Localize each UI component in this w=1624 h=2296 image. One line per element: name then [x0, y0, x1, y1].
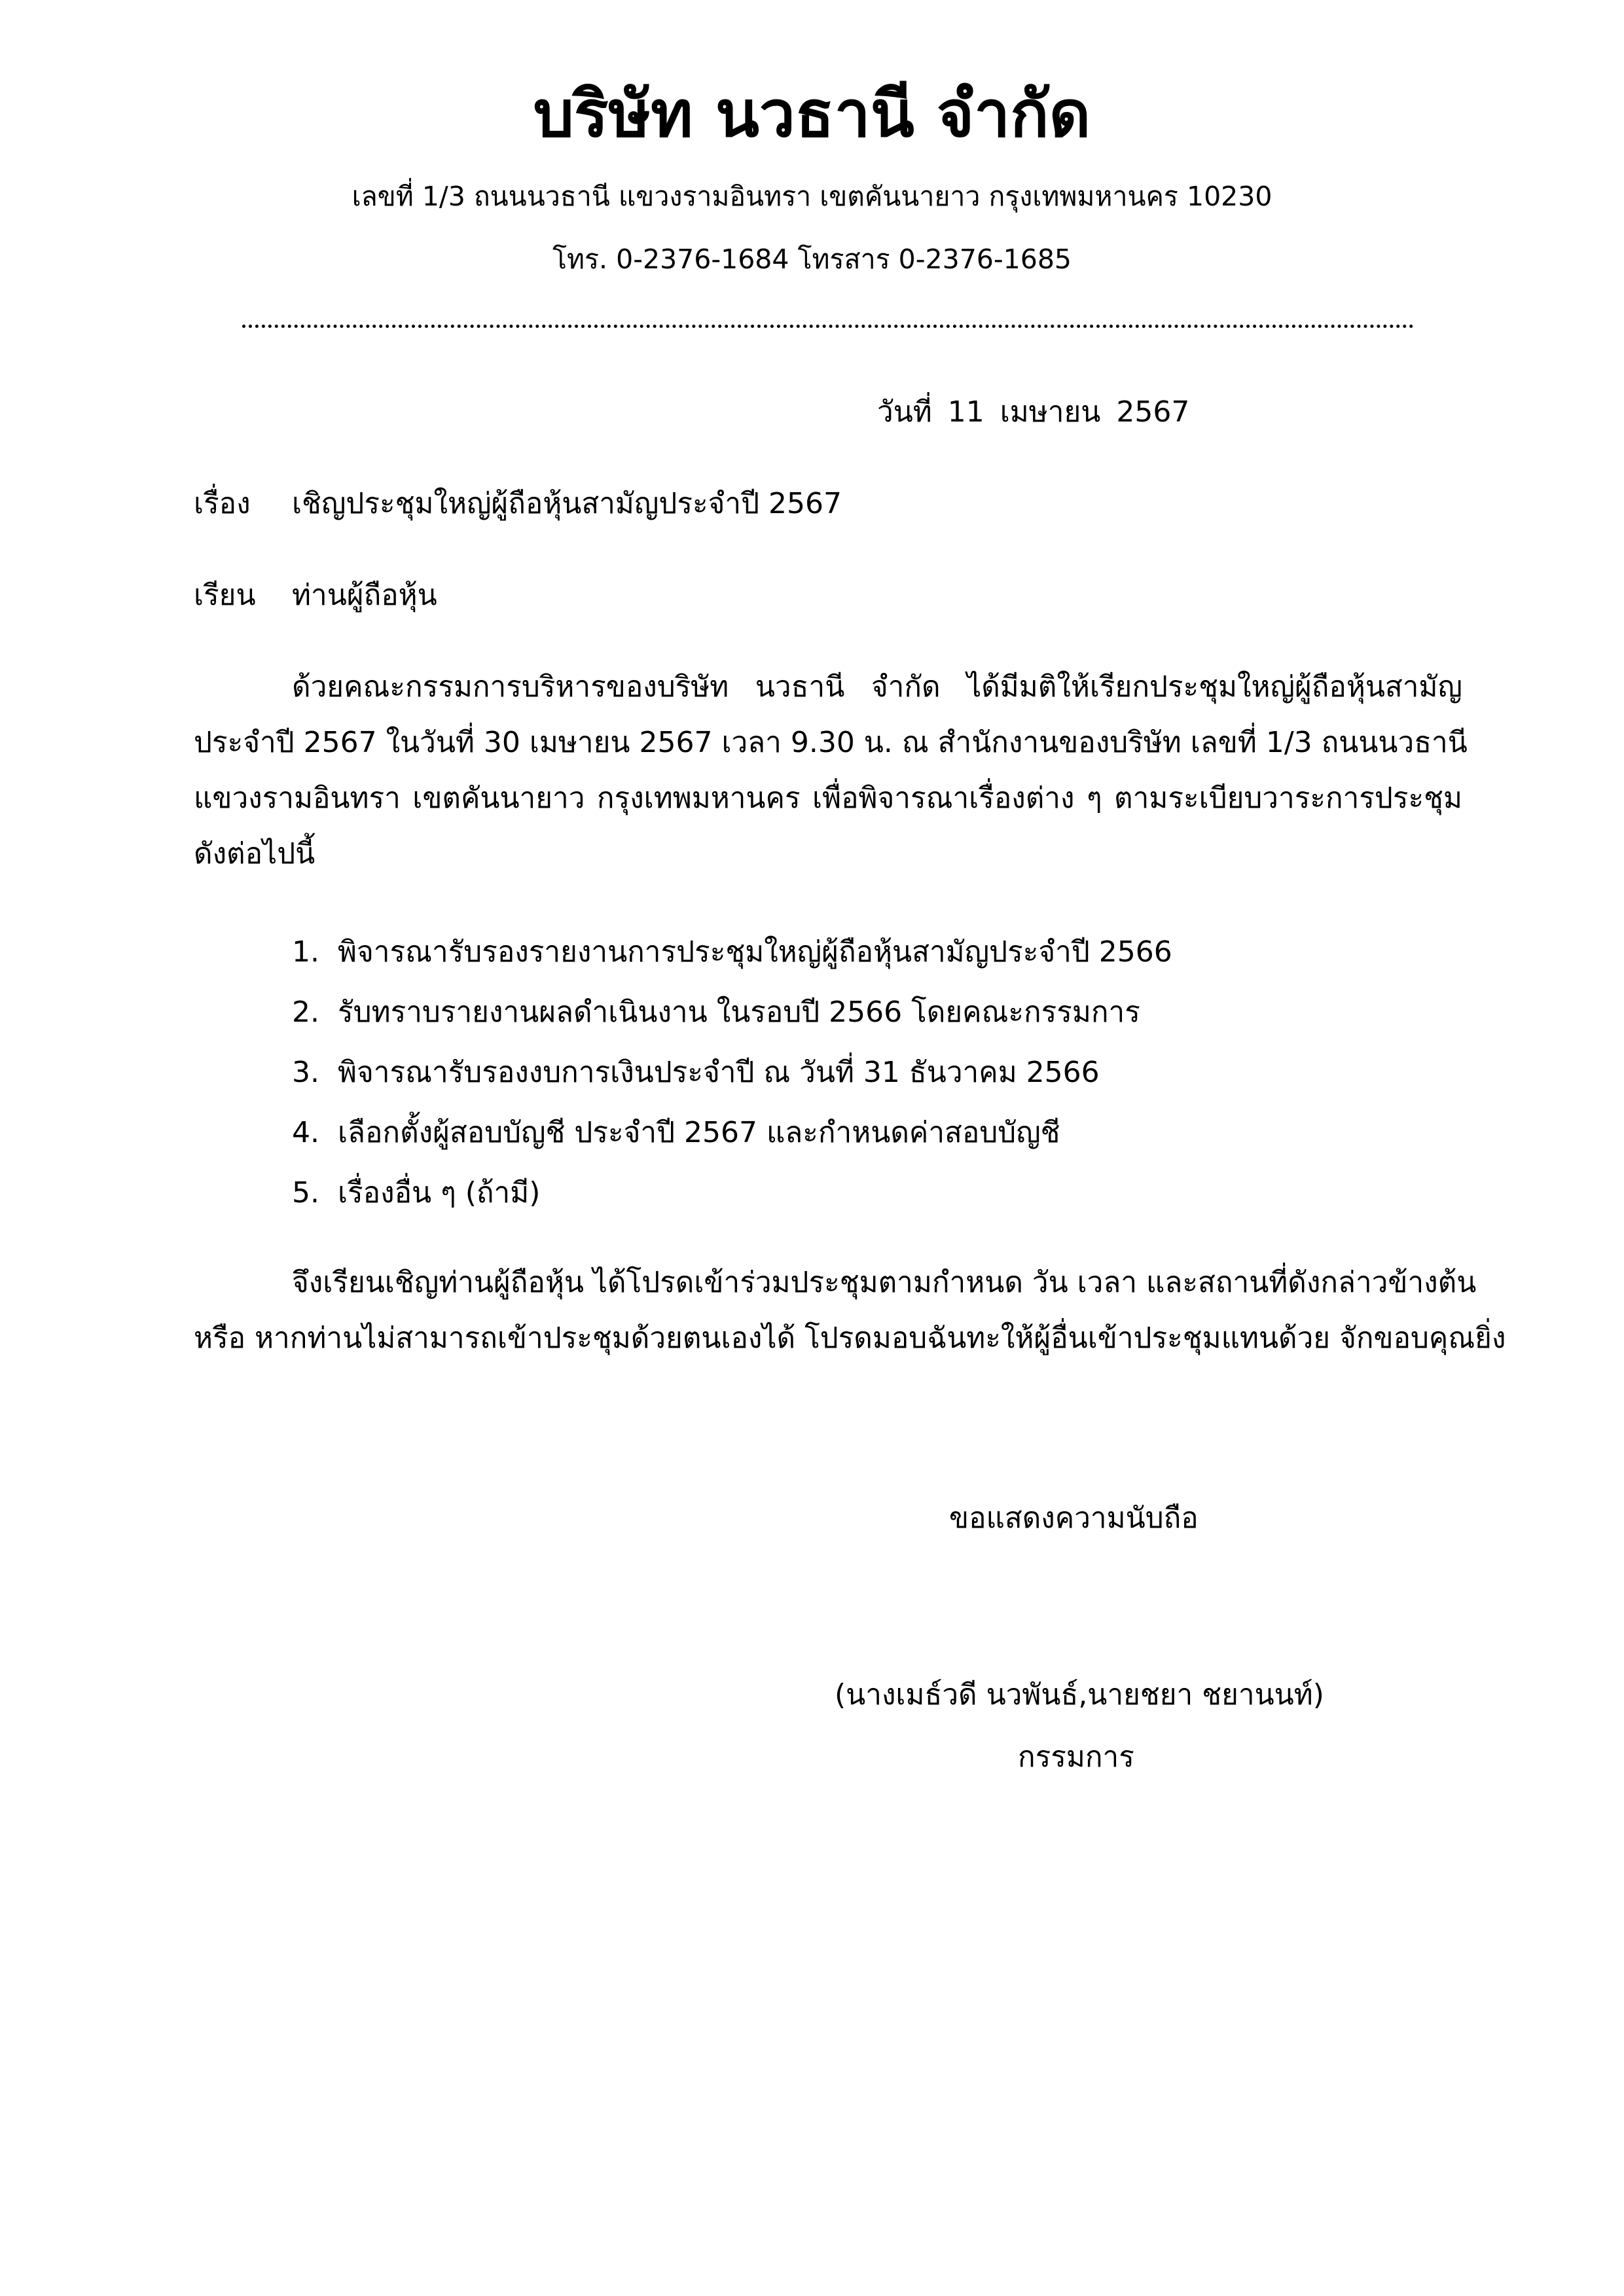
body-line: แขวงรามอินทรา เขตคันนายาว กรุงเทพมหานคร เพื่อพิจารณาเรื่องต่าง ๆ ตามระเบียบวาระการประชุม: [194, 781, 1462, 815]
body-line: ด้วยคณะกรรมการบริหารของบริษัท นวธานี จำกัด ได้มีมติให้เรียกประชุมใหญ่ผู้ถือหุ้นสามัญ: [292, 670, 1462, 704]
agenda-item: [292, 1110, 1060, 1156]
company-address: เลขที่ 1/3 ถนนนวธานี แขวงรามอินทรา เขตคันนายาว กรุงเทพมหานคร 10230: [352, 181, 1272, 212]
agenda-item: [292, 929, 1172, 975]
agenda-text: เรื่องอื่น ๆ (ถ้ามี): [338, 1176, 541, 1210]
agenda-number: 2.: [292, 996, 319, 1029]
agenda-number: 1.: [292, 935, 319, 969]
body-line: ดังต่อไปนี้: [194, 837, 316, 870]
agenda-text: เลือกตั้งผู้สอบบัญชี ประจำปี 2567 และกำหนดค่าสอบบัญชี: [338, 1116, 1060, 1149]
company-phone: โทร. 0-2376-1684 โทรสาร 0-2376-1685: [552, 243, 1072, 275]
agenda-number: 4.: [292, 1116, 319, 1149]
complimentary-close: ขอแสดงความนับถือ: [949, 1501, 1199, 1535]
company-name: บริษัท นวธานี จำกัด: [533, 77, 1091, 152]
signatory-names: (นางเมธ์วดี นวพันธ์,นายชยา ชยานนท์): [835, 1678, 1324, 1712]
agenda-item: [292, 1050, 1100, 1096]
agenda-text: รับทราบรายงานผลดำเนินงาน ในรอบปี 2566 โดยคณะกรรมการ: [338, 996, 1140, 1029]
letter-date: วันที่ 11 เมษายน 2567: [877, 395, 1190, 429]
signatory-position: กรรมการ: [1018, 1740, 1134, 1774]
agenda-number: 3.: [292, 1056, 319, 1089]
closing-line: จึงเรียนเชิญท่านผู้ถือหุ้น ได้โปรดเข้าร่วมประชุมตามกำหนด วัน เวลา และสถานที่ดังกล่าวข้างต้น: [292, 1266, 1477, 1299]
body-line: ประจำปี 2567 ในวันที่ 30 เมษายน 2567 เวลา 9.30 น. ณ สำนักงานของบริษัท เลขที่ 1/3 ถนนนวธานี: [194, 726, 1468, 759]
letterhead-divider: [242, 325, 1414, 328]
subject-value: เชิญประชุมใหญ่ผู้ถือหุ้นสามัญประจำปี 2567: [292, 487, 842, 520]
recipient-value: ท่านผู้ถือหุ้น: [292, 579, 437, 612]
agenda-number: 5.: [292, 1176, 319, 1210]
recipient-label: เรียน: [194, 579, 256, 612]
closing-line: หรือ หากท่านไม่สามารถเข้าประชุมด้วยตนเองได้ โปรดมอบฉันทะให้ผู้อื่นเข้าประชุมแทนด้วย จักขอบคุณยิ่ง: [194, 1321, 1506, 1355]
agenda-text: พิจารณารับรองรายงานการประชุมใหญ่ผู้ถือหุ้นสามัญประจำปี 2566: [338, 935, 1172, 969]
subject-label: เรื่อง: [194, 487, 251, 520]
agenda-item: [292, 1170, 540, 1216]
agenda-text: พิจารณารับรองงบการเงินประจำปี ณ วันที่ 31 ธันวาคม 2566: [338, 1056, 1100, 1089]
agenda-item: [292, 990, 1140, 1035]
